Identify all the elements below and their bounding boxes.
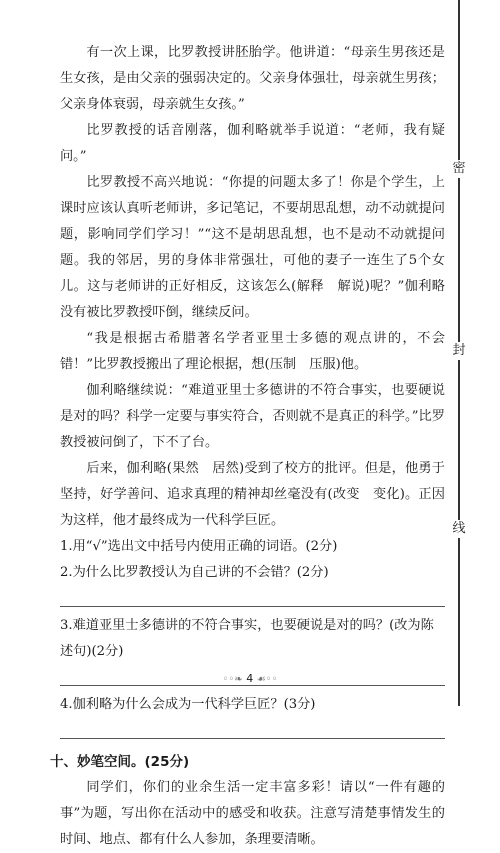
page-footer [0, 672, 500, 685]
question-1: 1.用“√”选出文中括号内使用正确的词语。(2分) [60, 539, 338, 554]
binding-char-feng: 封 [450, 342, 468, 360]
question-4: 4.伽利略为什么会成为一代科学巨匠？(3分) [60, 697, 316, 712]
answer-line-4 [60, 738, 445, 739]
ornament-left-icon: ◦◦❧ [222, 674, 243, 685]
answer-line-2 [60, 606, 445, 607]
question-3: 3.难道亚里士多德讲的不符合事实，也要硬说是对的吗？(改为陈述句)(2分) [60, 618, 434, 659]
answer-line-3 [60, 685, 445, 686]
section-title: 十、妙笔空间。(25分) [50, 754, 190, 770]
story-paragraph-4: “我是根据古希腊著名学者亚里士多德的观点讲的，不会错！”比罗教授搬出了理论根据，想(压制 压服)他。 [60, 331, 445, 372]
story-paragraph-5: 伽利略继续说：“难道亚里士多德讲的不符合事实，也要硬说是对的吗？科学一定要与事实符合，否则就不是真正的科学。”比罗教授被问倒了，下不了台。 [60, 383, 445, 450]
story-paragraph-3: 比罗教授不高兴地说：“你提的问题太多了！你是个学生，上课时应该认真听老师讲，多记笔记，不要胡思乱想，动不动就提问题，影响同学们学习！”“这不是胡思乱想，也不是动不动就提问题。我的邻居，男的身体非常强壮，可他的妻子一连生了5个女儿。这与老师讲的正好相反，这该怎么(解释 解说)呢？”伽利略没有被比罗教授吓倒，继续反问。 [60, 175, 445, 320]
binding-char-mi: 密 [450, 160, 468, 178]
worksheet-content [50, 40, 445, 853]
story-paragraph-1: 有一次上课，比罗教授讲胚胎学。他讲道：“母亲生男孩还是生女孩，是由父亲的强弱决定的。父亲身体强壮，母亲就生男孩；父亲身体衰弱，母亲就生女孩。” [60, 45, 445, 112]
question-2: 2.为什么比罗教授认为自己讲的不会错？(2分) [60, 565, 329, 580]
story-paragraph-6: 后来，伽利略(果然 居然)受到了校方的批评。但是，他勇于坚持，好学善问、追求真理的精神却丝毫没有(改变 变化)。正因为这样，他才最终成为一代科学巨匠。 [60, 461, 445, 528]
writing-prompt: 同学们，你们的业余生活一定丰富多彩！请以“一件有趣的事”为题，写出你在活动中的感受和收获。注意写清楚事情发生的时间、地点、都有什么人参加，条理要清晰。 [60, 780, 445, 847]
story-paragraph-2: 比罗教授的话音刚落，伽利略就举手说道：“老师，我有疑问。” [60, 123, 445, 164]
ornament-right-icon: ☙◦◦ [256, 674, 278, 685]
page-number: 4 [246, 672, 254, 685]
binding-char-xian: 线 [450, 520, 468, 538]
